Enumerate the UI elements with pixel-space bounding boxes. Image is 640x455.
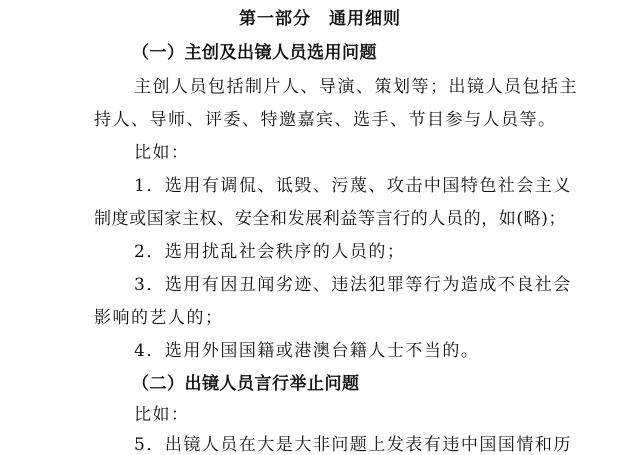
example-label: 比如： bbox=[134, 405, 190, 425]
list-item-4: 4．选用外国国籍或港澳台籍人士不当的。 bbox=[134, 341, 480, 361]
example-label: 比如： bbox=[134, 143, 190, 163]
section-heading-conduct: （二）出镜人员言行举止问题 bbox=[132, 374, 360, 394]
part-title: 第一部分 通用细则 bbox=[239, 9, 401, 29]
section-heading-personnel-selection: （一）主创及出镜人员选用问题 bbox=[132, 43, 377, 63]
paragraph-line: 主创人员包括制片人、导演、策划等；出镜人员包括主 bbox=[134, 77, 578, 97]
list-item-3-continued: 影响的艺人的； bbox=[94, 308, 224, 328]
list-item-3: 3．选用有因丑闻劣迹、违法犯罪等行为造成不良社会 bbox=[134, 275, 572, 295]
list-item-1-continued: 制度或国家主权、安全和发展利益等言行的人员的，如(略)； bbox=[94, 209, 567, 229]
list-item-5: 5．出镜人员在大是大非问题上发表有违中国国情和历 bbox=[134, 435, 572, 455]
paragraph-line: 持人、导师、评委、特邀嘉宾、选手、节目参与人员等。 bbox=[94, 110, 557, 130]
list-item-2: 2．选用扰乱社会秩序的人员的； bbox=[134, 242, 406, 262]
list-item-1: 1．选用有调侃、诋毁、污蔑、攻击中国特色社会主义 bbox=[134, 176, 572, 196]
